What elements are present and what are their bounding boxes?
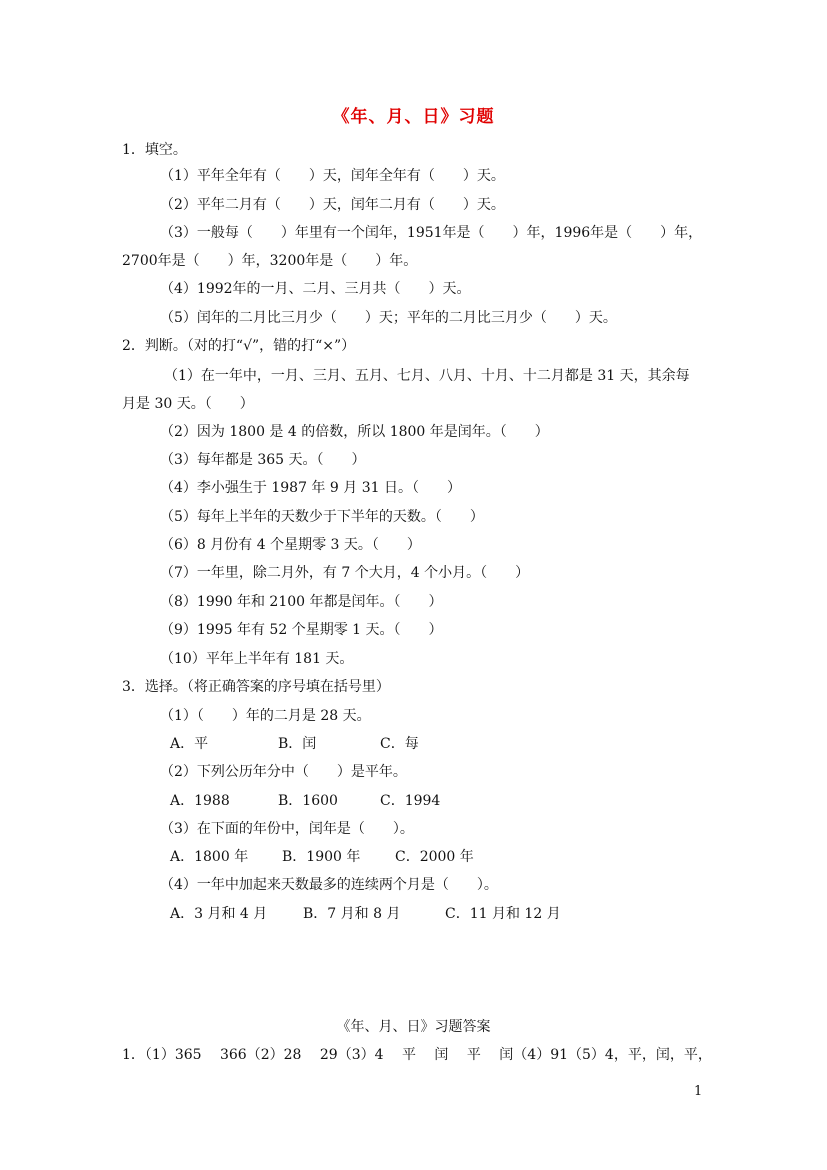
section-2-heading: 2．判断。（对的打“√”，错的打“×”） — [122, 338, 356, 354]
answers-title: 《年、月、日》习题答案 — [336, 1019, 491, 1035]
q3-q1-option-c: C．每 — [380, 736, 419, 752]
q3-q2-option-b: B．1600 — [278, 793, 338, 809]
q2-item-10: （10）平年上半年有 181 天。 — [160, 651, 354, 667]
page-title: 《年、月、日》习题 — [332, 107, 495, 127]
q2-item-6: （6）8 月份有 4 个星期零 3 天。（ ） — [160, 537, 421, 553]
q3-question-3: （3）在下面的年份中，闰年是（ ）。 — [160, 821, 414, 837]
q1-item-3-cont: 2700年是（ ）年，3200年是（ ）年。 — [122, 253, 418, 269]
answers-line-1: 1．（1）365 366（2）28 29（3）4 平 闰 平 闰（4）91（5）4，平，闰，平， — [122, 1047, 712, 1063]
q3-q1-option-b: B．闰 — [278, 736, 317, 752]
q3-q4-option-c: C．11 月和 12 月 — [445, 906, 561, 922]
q2-item-5: （5）每年上半年的天数少于下半年的天数。（ ） — [160, 509, 484, 525]
q3-question-4: （4）一年中加起来天数最多的连续两个月是（ ）。 — [160, 877, 498, 893]
q3-q3-option-c: C．2000 年 — [395, 849, 474, 865]
q3-question-1: （1）（ ）年的二月是 28 天。 — [160, 708, 371, 724]
q3-q3-option-b: B．1900 年 — [282, 849, 361, 865]
section-3-heading: 3．选择。（将正确答案的序号填在括号里） — [122, 679, 390, 695]
q2-item-2: （2）因为 1800 是 4 的倍数，所以 1800 年是闰年。（ ） — [160, 424, 549, 440]
q3-q4-option-b: B．7 月和 8 月 — [303, 906, 401, 922]
q2-item-1-cont: 月是 30 天。（ ） — [122, 396, 254, 412]
q2-item-1: （1）在一年中，一月、三月、五月、七月、八月、十月、十二月都是 31 天，其余每 — [164, 368, 690, 384]
q1-item-2: （2）平年二月有（ ）天，闰年二月有（ ）天。 — [160, 197, 505, 213]
q1-item-1: （1）平年全年有（ ）天，闰年全年有（ ）天。 — [160, 168, 505, 184]
q1-item-5: （5）闰年的二月比三月少（ ）天；平年的二月比三月少（ ）天。 — [160, 310, 617, 326]
q3-q4-option-a: A．3 月和 4 月 — [170, 906, 268, 922]
q1-item-4: （4）1992年的一月、二月、三月共（ ）天。 — [160, 281, 471, 297]
q3-q1-option-a: A．平 — [170, 736, 209, 752]
q2-item-8: （8）1990 年和 2100 年都是闰年。（ ） — [160, 594, 443, 610]
q2-item-7: （7）一年里，除二月外，有 7 个大月，4 个小月。（ ） — [160, 565, 530, 581]
q3-q2-option-c: C．1994 — [380, 793, 441, 809]
q2-item-9: （9）1995 年有 52 个星期零 1 天。（ ） — [160, 622, 443, 638]
page-number: 1 — [694, 1084, 703, 1099]
q3-q3-option-a: A．1800 年 — [170, 849, 249, 865]
q1-item-3: （3）一般每（ ）年里有一个闰年，1951年是（ ）年，1996年是（ ）年， — [160, 225, 703, 241]
q3-question-2: （2）下列公历年分中（ ）是平年。 — [160, 764, 407, 780]
q2-item-4: （4）李小强生于 1987 年 9 月 31 日。（ ） — [160, 480, 461, 496]
q2-item-3: （3）每年都是 365 天。（ ） — [160, 452, 366, 468]
q3-q2-option-a: A．1988 — [170, 793, 230, 809]
section-1-heading: 1．填空。 — [122, 142, 187, 158]
